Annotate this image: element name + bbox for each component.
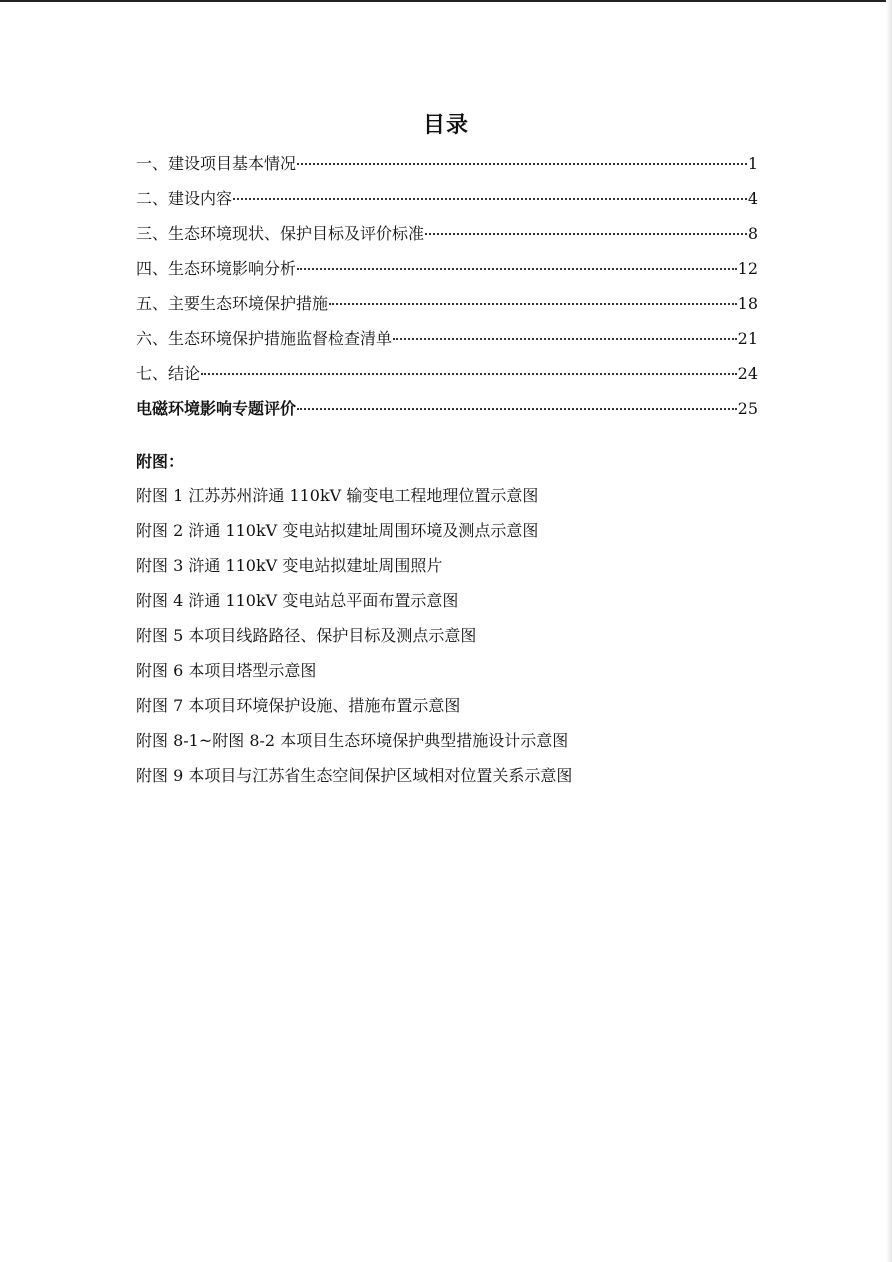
figures-heading: 附图： (136, 452, 185, 471)
toc-dot-leader (329, 303, 737, 305)
toc-dot-leader (425, 233, 747, 235)
toc-entry[interactable] (136, 361, 758, 396)
top-border (0, 0, 892, 2)
toc-dot-leader (393, 338, 737, 340)
figure-item: 附图 2 浒通 110kV 变电站拟建址周围环境及测点示意图 (136, 521, 539, 540)
toc-entry[interactable] (136, 326, 758, 361)
toc-entry[interactable] (136, 186, 758, 221)
toc-entry-label: 四、生态环境影响分析 (136, 259, 297, 278)
toc-entry-page: 18 (737, 294, 758, 313)
toc-dot-leader (297, 408, 737, 410)
figure-item: 附图 5 本项目线路路径、保护目标及测点示意图 (136, 626, 477, 645)
toc-entry-label: 五、主要生态环境保护措施 (136, 294, 329, 313)
toc-entry-page: 1 (747, 154, 758, 173)
toc-dot-leader (201, 373, 737, 375)
toc-entry-page: 4 (747, 189, 758, 208)
toc-entry-page: 24 (737, 364, 758, 383)
toc-entry[interactable] (136, 151, 758, 186)
toc-entry[interactable] (136, 256, 758, 291)
toc-entry-label: 六、生态环境保护措施监督检查清单 (136, 329, 393, 348)
toc-entry-page: 12 (737, 259, 758, 278)
toc-dot-leader (297, 163, 747, 165)
figure-item: 附图 8-1~附图 8-2 本项目生态环境保护典型措施设计示意图 (136, 731, 569, 750)
toc-dot-leader (297, 268, 737, 270)
toc-entry[interactable] (136, 221, 758, 256)
figure-item: 附图 6 本项目塔型示意图 (136, 661, 317, 680)
toc-entry-label: 三、生态环境现状、保护目标及评价标准 (136, 224, 425, 243)
page-title: 目录 (422, 112, 469, 138)
toc-dot-leader (233, 198, 747, 200)
toc-entry-page: 25 (737, 399, 758, 418)
figure-list (136, 482, 776, 797)
figure-item: 附图 3 浒通 110kV 变电站拟建址周围照片 (136, 556, 443, 575)
toc-entry-label: 七、结论 (136, 364, 201, 383)
toc-entry-label: 二、建设内容 (136, 189, 233, 208)
toc-entry-page: 21 (737, 329, 758, 348)
toc-entry[interactable] (136, 291, 758, 326)
toc-entry-label: 一、建设项目基本情况 (136, 154, 297, 173)
toc-entry-page: 8 (747, 224, 758, 243)
page-edge-shadow (886, 0, 892, 1262)
figure-item: 附图 1 江苏苏州浒通 110kV 输变电工程地理位置示意图 (136, 486, 539, 505)
toc-entry[interactable] (136, 396, 758, 431)
toc-entry-label: 电磁环境影响专题评价 (136, 399, 297, 418)
figure-item: 附图 4 浒通 110kV 变电站总平面布置示意图 (136, 591, 459, 610)
figure-item: 附图 7 本项目环境保护设施、措施布置示意图 (136, 696, 461, 715)
figure-item: 附图 9 本项目与江苏省生态空间保护区域相对位置关系示意图 (136, 766, 573, 785)
table-of-contents (136, 151, 758, 431)
